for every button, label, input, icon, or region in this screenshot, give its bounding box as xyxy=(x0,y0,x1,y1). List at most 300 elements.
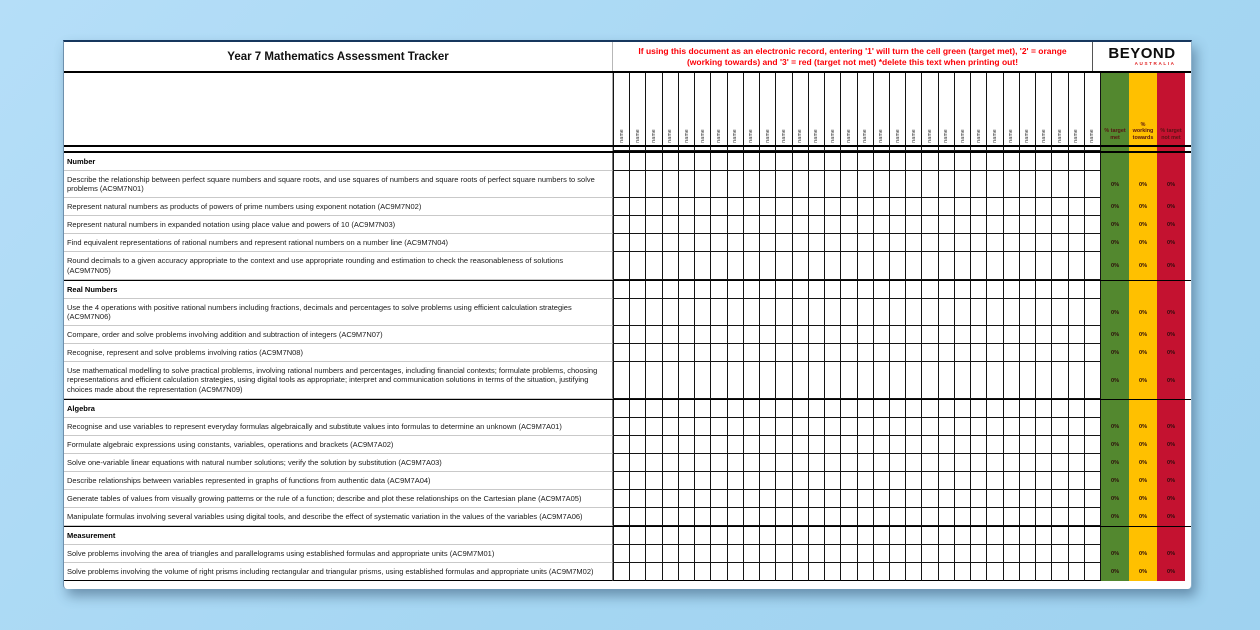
score-cell[interactable] xyxy=(874,171,890,198)
score-cell[interactable] xyxy=(825,234,841,252)
score-cell[interactable] xyxy=(1004,400,1020,418)
score-cell[interactable] xyxy=(939,326,955,344)
score-cell[interactable] xyxy=(630,418,646,436)
score-cell[interactable] xyxy=(744,198,760,216)
score-cell[interactable] xyxy=(776,216,792,234)
score-cell[interactable] xyxy=(939,490,955,508)
score-cell[interactable] xyxy=(728,545,744,563)
score-cell[interactable] xyxy=(939,508,955,526)
score-cell[interactable] xyxy=(939,299,955,326)
score-cell[interactable] xyxy=(809,454,825,472)
score-cell[interactable] xyxy=(906,436,922,454)
score-cell[interactable] xyxy=(760,153,776,171)
score-cell[interactable] xyxy=(760,400,776,418)
score-cell[interactable] xyxy=(744,153,760,171)
score-cell[interactable] xyxy=(1004,198,1020,216)
score-cell[interactable] xyxy=(646,281,662,299)
score-cell[interactable] xyxy=(630,490,646,508)
score-cell[interactable] xyxy=(809,400,825,418)
score-cell[interactable] xyxy=(890,527,906,545)
score-cell[interactable] xyxy=(874,299,890,326)
score-cell[interactable] xyxy=(728,216,744,234)
score-cell[interactable] xyxy=(971,252,987,279)
score-cell[interactable] xyxy=(939,344,955,362)
score-cell[interactable] xyxy=(1085,216,1101,234)
score-cell[interactable] xyxy=(809,563,825,581)
score-cell[interactable] xyxy=(679,281,695,299)
score-cell[interactable] xyxy=(825,171,841,198)
score-cell[interactable] xyxy=(809,299,825,326)
score-cell[interactable] xyxy=(760,252,776,279)
score-cell[interactable] xyxy=(695,527,711,545)
score-cell[interactable] xyxy=(695,508,711,526)
score-cell[interactable] xyxy=(1052,198,1068,216)
score-cell[interactable] xyxy=(1085,563,1101,581)
score-cell[interactable] xyxy=(1020,472,1036,490)
score-cell[interactable] xyxy=(695,326,711,344)
score-cell[interactable] xyxy=(711,545,727,563)
score-cell[interactable] xyxy=(922,436,938,454)
score-cell[interactable] xyxy=(776,344,792,362)
score-cell[interactable] xyxy=(776,454,792,472)
score-cell[interactable] xyxy=(825,344,841,362)
score-cell[interactable] xyxy=(630,171,646,198)
score-cell[interactable] xyxy=(1069,252,1085,279)
score-cell[interactable] xyxy=(955,326,971,344)
score-cell[interactable] xyxy=(890,234,906,252)
score-cell[interactable] xyxy=(646,362,662,399)
score-cell[interactable] xyxy=(695,436,711,454)
score-cell[interactable] xyxy=(793,216,809,234)
score-cell[interactable] xyxy=(744,508,760,526)
score-cell[interactable] xyxy=(906,362,922,399)
score-cell[interactable] xyxy=(760,490,776,508)
score-cell[interactable] xyxy=(955,299,971,326)
score-cell[interactable] xyxy=(613,400,630,418)
score-cell[interactable] xyxy=(793,362,809,399)
score-cell[interactable] xyxy=(874,527,890,545)
score-cell[interactable] xyxy=(711,454,727,472)
score-cell[interactable] xyxy=(613,527,630,545)
score-cell[interactable] xyxy=(906,508,922,526)
score-cell[interactable] xyxy=(809,490,825,508)
score-cell[interactable] xyxy=(809,234,825,252)
score-cell[interactable] xyxy=(971,436,987,454)
score-cell[interactable] xyxy=(663,563,679,581)
score-cell[interactable] xyxy=(613,198,630,216)
score-cell[interactable] xyxy=(1052,545,1068,563)
score-cell[interactable] xyxy=(825,508,841,526)
score-cell[interactable] xyxy=(971,299,987,326)
score-cell[interactable] xyxy=(1069,490,1085,508)
score-cell[interactable] xyxy=(663,299,679,326)
score-cell[interactable] xyxy=(858,545,874,563)
score-cell[interactable] xyxy=(825,362,841,399)
student-name-column-header[interactable] xyxy=(1020,73,1036,145)
score-cell[interactable] xyxy=(793,234,809,252)
score-cell[interactable] xyxy=(1085,299,1101,326)
score-cell[interactable] xyxy=(939,153,955,171)
score-cell[interactable] xyxy=(663,508,679,526)
score-cell[interactable] xyxy=(695,216,711,234)
score-cell[interactable] xyxy=(663,362,679,399)
score-cell[interactable] xyxy=(1020,252,1036,279)
score-cell[interactable] xyxy=(971,508,987,526)
score-cell[interactable] xyxy=(1085,436,1101,454)
score-cell[interactable] xyxy=(679,198,695,216)
score-cell[interactable] xyxy=(890,436,906,454)
score-cell[interactable] xyxy=(874,490,890,508)
score-cell[interactable] xyxy=(858,527,874,545)
score-cell[interactable] xyxy=(971,400,987,418)
score-cell[interactable] xyxy=(841,545,857,563)
student-name-column-header[interactable] xyxy=(613,73,630,145)
score-cell[interactable] xyxy=(1052,400,1068,418)
score-cell[interactable] xyxy=(663,171,679,198)
score-cell[interactable] xyxy=(906,216,922,234)
score-cell[interactable] xyxy=(906,326,922,344)
score-cell[interactable] xyxy=(825,490,841,508)
score-cell[interactable] xyxy=(744,171,760,198)
score-cell[interactable] xyxy=(939,198,955,216)
score-cell[interactable] xyxy=(906,171,922,198)
score-cell[interactable] xyxy=(695,299,711,326)
score-cell[interactable] xyxy=(1020,545,1036,563)
score-cell[interactable] xyxy=(890,563,906,581)
score-cell[interactable] xyxy=(679,299,695,326)
score-cell[interactable] xyxy=(955,454,971,472)
score-cell[interactable] xyxy=(663,454,679,472)
score-cell[interactable] xyxy=(1020,153,1036,171)
score-cell[interactable] xyxy=(630,326,646,344)
score-cell[interactable] xyxy=(809,527,825,545)
student-name-column-header[interactable] xyxy=(971,73,987,145)
score-cell[interactable] xyxy=(939,281,955,299)
score-cell[interactable] xyxy=(971,216,987,234)
score-cell[interactable] xyxy=(1052,171,1068,198)
score-cell[interactable] xyxy=(890,153,906,171)
score-cell[interactable] xyxy=(679,563,695,581)
score-cell[interactable] xyxy=(793,299,809,326)
score-cell[interactable] xyxy=(663,418,679,436)
score-cell[interactable] xyxy=(760,436,776,454)
score-cell[interactable] xyxy=(890,281,906,299)
score-cell[interactable] xyxy=(776,234,792,252)
score-cell[interactable] xyxy=(971,418,987,436)
score-cell[interactable] xyxy=(987,508,1003,526)
score-cell[interactable] xyxy=(613,508,630,526)
score-cell[interactable] xyxy=(793,436,809,454)
score-cell[interactable] xyxy=(1036,545,1052,563)
score-cell[interactable] xyxy=(874,326,890,344)
score-cell[interactable] xyxy=(809,545,825,563)
score-cell[interactable] xyxy=(711,252,727,279)
score-cell[interactable] xyxy=(630,472,646,490)
score-cell[interactable] xyxy=(1069,563,1085,581)
student-name-column-header[interactable] xyxy=(874,73,890,145)
score-cell[interactable] xyxy=(955,418,971,436)
score-cell[interactable] xyxy=(695,563,711,581)
score-cell[interactable] xyxy=(890,326,906,344)
score-cell[interactable] xyxy=(971,490,987,508)
score-cell[interactable] xyxy=(793,281,809,299)
score-cell[interactable] xyxy=(695,281,711,299)
score-cell[interactable] xyxy=(906,234,922,252)
score-cell[interactable] xyxy=(858,472,874,490)
score-cell[interactable] xyxy=(760,326,776,344)
score-cell[interactable] xyxy=(679,362,695,399)
score-cell[interactable] xyxy=(613,362,630,399)
score-cell[interactable] xyxy=(663,153,679,171)
score-cell[interactable] xyxy=(987,400,1003,418)
score-cell[interactable] xyxy=(711,153,727,171)
student-name-column-header[interactable] xyxy=(890,73,906,145)
score-cell[interactable] xyxy=(971,362,987,399)
score-cell[interactable] xyxy=(630,216,646,234)
score-cell[interactable] xyxy=(987,362,1003,399)
score-cell[interactable] xyxy=(987,299,1003,326)
score-cell[interactable] xyxy=(1069,299,1085,326)
score-cell[interactable] xyxy=(987,326,1003,344)
score-cell[interactable] xyxy=(1085,153,1101,171)
score-cell[interactable] xyxy=(1069,527,1085,545)
score-cell[interactable] xyxy=(858,344,874,362)
score-cell[interactable] xyxy=(1085,281,1101,299)
score-cell[interactable] xyxy=(858,234,874,252)
score-cell[interactable] xyxy=(728,153,744,171)
score-cell[interactable] xyxy=(613,454,630,472)
score-cell[interactable] xyxy=(922,171,938,198)
score-cell[interactable] xyxy=(613,153,630,171)
student-name-column-header[interactable] xyxy=(695,73,711,145)
score-cell[interactable] xyxy=(955,153,971,171)
score-cell[interactable] xyxy=(890,545,906,563)
score-cell[interactable] xyxy=(776,252,792,279)
score-cell[interactable] xyxy=(776,490,792,508)
score-cell[interactable] xyxy=(955,436,971,454)
score-cell[interactable] xyxy=(1020,508,1036,526)
score-cell[interactable] xyxy=(728,362,744,399)
score-cell[interactable] xyxy=(1020,281,1036,299)
score-cell[interactable] xyxy=(922,153,938,171)
student-name-column-header[interactable] xyxy=(1004,73,1020,145)
score-cell[interactable] xyxy=(1069,171,1085,198)
score-cell[interactable] xyxy=(1052,527,1068,545)
score-cell[interactable] xyxy=(793,418,809,436)
score-cell[interactable] xyxy=(955,545,971,563)
score-cell[interactable] xyxy=(1069,508,1085,526)
score-cell[interactable] xyxy=(728,454,744,472)
score-cell[interactable] xyxy=(695,252,711,279)
score-cell[interactable] xyxy=(955,198,971,216)
score-cell[interactable] xyxy=(613,563,630,581)
score-cell[interactable] xyxy=(695,472,711,490)
score-cell[interactable] xyxy=(711,563,727,581)
score-cell[interactable] xyxy=(613,344,630,362)
score-cell[interactable] xyxy=(1052,490,1068,508)
score-cell[interactable] xyxy=(1085,418,1101,436)
score-cell[interactable] xyxy=(695,362,711,399)
score-cell[interactable] xyxy=(1052,418,1068,436)
score-cell[interactable] xyxy=(679,171,695,198)
score-cell[interactable] xyxy=(971,563,987,581)
score-cell[interactable] xyxy=(922,234,938,252)
score-cell[interactable] xyxy=(744,418,760,436)
score-cell[interactable] xyxy=(1052,326,1068,344)
score-cell[interactable] xyxy=(1036,563,1052,581)
score-cell[interactable] xyxy=(939,362,955,399)
score-cell[interactable] xyxy=(825,216,841,234)
score-cell[interactable] xyxy=(760,418,776,436)
score-cell[interactable] xyxy=(939,418,955,436)
score-cell[interactable] xyxy=(841,436,857,454)
score-cell[interactable] xyxy=(646,472,662,490)
score-cell[interactable] xyxy=(809,362,825,399)
score-cell[interactable] xyxy=(646,344,662,362)
score-cell[interactable] xyxy=(1020,299,1036,326)
score-cell[interactable] xyxy=(679,216,695,234)
score-cell[interactable] xyxy=(858,153,874,171)
score-cell[interactable] xyxy=(1052,281,1068,299)
score-cell[interactable] xyxy=(874,344,890,362)
score-cell[interactable] xyxy=(890,216,906,234)
score-cell[interactable] xyxy=(1069,454,1085,472)
score-cell[interactable] xyxy=(793,153,809,171)
score-cell[interactable] xyxy=(874,563,890,581)
score-cell[interactable] xyxy=(1020,418,1036,436)
score-cell[interactable] xyxy=(646,171,662,198)
score-cell[interactable] xyxy=(744,234,760,252)
score-cell[interactable] xyxy=(841,216,857,234)
score-cell[interactable] xyxy=(906,454,922,472)
score-cell[interactable] xyxy=(1036,234,1052,252)
score-cell[interactable] xyxy=(776,563,792,581)
score-cell[interactable] xyxy=(987,281,1003,299)
score-cell[interactable] xyxy=(695,400,711,418)
score-cell[interactable] xyxy=(1004,362,1020,399)
score-cell[interactable] xyxy=(841,281,857,299)
score-cell[interactable] xyxy=(663,400,679,418)
score-cell[interactable] xyxy=(825,545,841,563)
score-cell[interactable] xyxy=(1036,436,1052,454)
score-cell[interactable] xyxy=(744,454,760,472)
score-cell[interactable] xyxy=(858,326,874,344)
score-cell[interactable] xyxy=(939,216,955,234)
score-cell[interactable] xyxy=(825,527,841,545)
score-cell[interactable] xyxy=(841,299,857,326)
score-cell[interactable] xyxy=(987,216,1003,234)
score-cell[interactable] xyxy=(1069,362,1085,399)
score-cell[interactable] xyxy=(825,326,841,344)
score-cell[interactable] xyxy=(776,418,792,436)
score-cell[interactable] xyxy=(1020,563,1036,581)
score-cell[interactable] xyxy=(1004,299,1020,326)
score-cell[interactable] xyxy=(776,508,792,526)
score-cell[interactable] xyxy=(679,418,695,436)
score-cell[interactable] xyxy=(890,252,906,279)
score-cell[interactable] xyxy=(825,436,841,454)
score-cell[interactable] xyxy=(695,418,711,436)
score-cell[interactable] xyxy=(760,281,776,299)
score-cell[interactable] xyxy=(858,362,874,399)
score-cell[interactable] xyxy=(825,198,841,216)
score-cell[interactable] xyxy=(858,198,874,216)
score-cell[interactable] xyxy=(971,527,987,545)
score-cell[interactable] xyxy=(825,153,841,171)
score-cell[interactable] xyxy=(939,545,955,563)
score-cell[interactable] xyxy=(987,198,1003,216)
score-cell[interactable] xyxy=(1020,344,1036,362)
score-cell[interactable] xyxy=(922,563,938,581)
score-cell[interactable] xyxy=(1069,472,1085,490)
score-cell[interactable] xyxy=(679,545,695,563)
score-cell[interactable] xyxy=(874,234,890,252)
score-cell[interactable] xyxy=(1052,252,1068,279)
score-cell[interactable] xyxy=(728,508,744,526)
score-cell[interactable] xyxy=(955,472,971,490)
score-cell[interactable] xyxy=(1069,216,1085,234)
score-cell[interactable] xyxy=(679,490,695,508)
score-cell[interactable] xyxy=(663,527,679,545)
score-cell[interactable] xyxy=(809,252,825,279)
score-cell[interactable] xyxy=(728,400,744,418)
score-cell[interactable] xyxy=(1004,252,1020,279)
score-cell[interactable] xyxy=(809,508,825,526)
score-cell[interactable] xyxy=(613,545,630,563)
score-cell[interactable] xyxy=(987,563,1003,581)
score-cell[interactable] xyxy=(890,362,906,399)
score-cell[interactable] xyxy=(744,436,760,454)
score-cell[interactable] xyxy=(939,563,955,581)
score-cell[interactable] xyxy=(1036,252,1052,279)
score-cell[interactable] xyxy=(663,198,679,216)
score-cell[interactable] xyxy=(711,234,727,252)
score-cell[interactable] xyxy=(841,326,857,344)
score-cell[interactable] xyxy=(646,527,662,545)
score-cell[interactable] xyxy=(939,454,955,472)
score-cell[interactable] xyxy=(809,472,825,490)
score-cell[interactable] xyxy=(711,299,727,326)
score-cell[interactable] xyxy=(793,171,809,198)
score-cell[interactable] xyxy=(1052,234,1068,252)
score-cell[interactable] xyxy=(695,344,711,362)
score-cell[interactable] xyxy=(987,454,1003,472)
score-cell[interactable] xyxy=(613,299,630,326)
score-cell[interactable] xyxy=(906,252,922,279)
score-cell[interactable] xyxy=(987,252,1003,279)
score-cell[interactable] xyxy=(922,527,938,545)
score-cell[interactable] xyxy=(793,454,809,472)
score-cell[interactable] xyxy=(841,418,857,436)
score-cell[interactable] xyxy=(1069,281,1085,299)
score-cell[interactable] xyxy=(841,563,857,581)
score-cell[interactable] xyxy=(1020,527,1036,545)
score-cell[interactable] xyxy=(1004,326,1020,344)
score-cell[interactable] xyxy=(744,252,760,279)
score-cell[interactable] xyxy=(987,234,1003,252)
score-cell[interactable] xyxy=(630,508,646,526)
score-cell[interactable] xyxy=(987,527,1003,545)
score-cell[interactable] xyxy=(858,436,874,454)
score-cell[interactable] xyxy=(776,436,792,454)
score-cell[interactable] xyxy=(1004,418,1020,436)
score-cell[interactable] xyxy=(776,171,792,198)
score-cell[interactable] xyxy=(874,472,890,490)
score-cell[interactable] xyxy=(906,563,922,581)
score-cell[interactable] xyxy=(646,490,662,508)
score-cell[interactable] xyxy=(711,472,727,490)
score-cell[interactable] xyxy=(858,299,874,326)
